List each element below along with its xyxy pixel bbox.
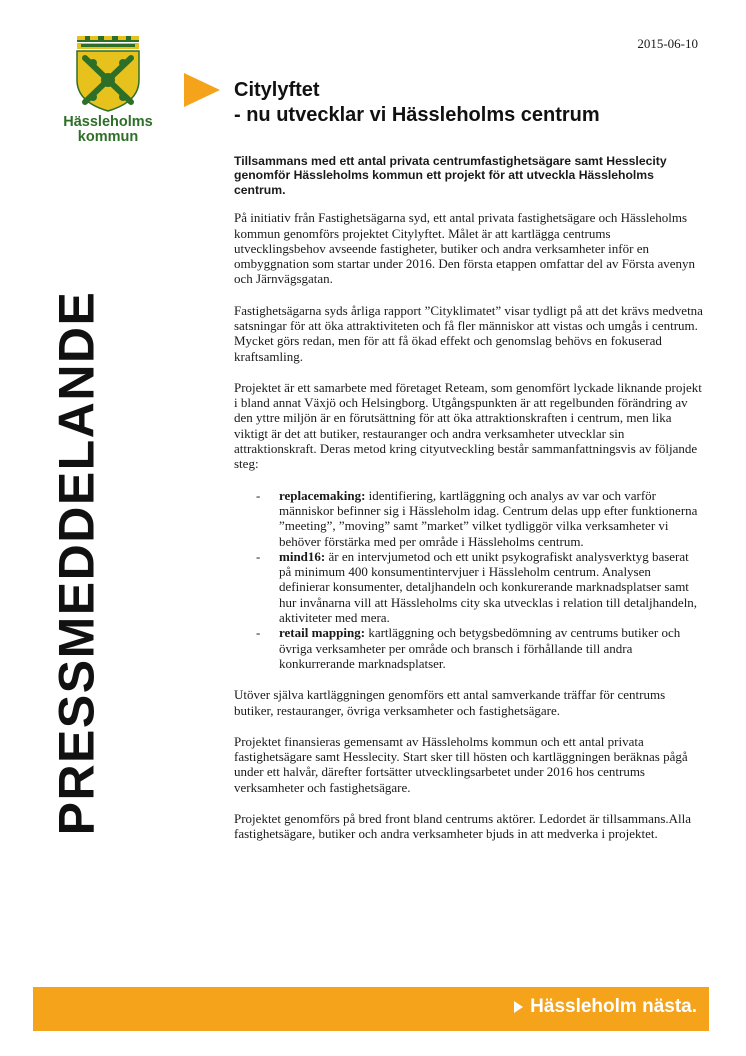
triangle-right-icon <box>184 73 220 107</box>
step-term: mind16: <box>279 548 326 564</box>
list-dash: - <box>256 487 261 503</box>
step-term: retail mapping: <box>279 625 366 641</box>
logo-name-line1: Hässleholms <box>63 114 153 130</box>
list-dash: - <box>256 625 261 641</box>
footer-tagline: Hässleholm nästa. <box>530 996 697 1017</box>
document-date: 2015-06-10 <box>637 36 698 51</box>
step-term: replacemaking: <box>279 487 366 503</box>
paragraph: Projektet är ett samarbete med företaget Reteam, som genomfört lyckade liknande projekt i bland annat Växjö och Helsingborg. Utgångspunkten är att regelbunden förändring av den yttre miljön är en förutsättning för att öka attraktionskraften i centrum, men lika viktigt är det att butiker, restauranger och andra verksamheter utvecklar sin attraktionskraft. Deras metod kring cityutveckling består sammanfattningsvis av följande steg: <box>234 379 702 472</box>
triangle-right-icon <box>514 1001 523 1013</box>
list-item <box>256 625 704 671</box>
list-item <box>256 549 704 625</box>
steps-list <box>256 488 704 672</box>
paragraph: På initiativ från Fastighetsägarna syd, ett antal privata fastighetsägare och Hässleholms kommun genomförs projektet Citylyftet. Målet är att kartlägga centrums utvecklingsbehov avseende fastigheter, butiker och andra verksamheter inför en ombyggnation som startar under 2016. Den första etappen omfattar del av Första avenyn och Järnvägsgatan. <box>234 210 696 287</box>
logo-name-line2: kommun <box>77 129 139 145</box>
article-body <box>234 154 704 858</box>
page-title <box>234 78 704 128</box>
lead-paragraph: Tillsammans med ett antal privata centrumfastighetsägare samt Hesslecity genomför Hässleholms kommun ett projekt för att utveckla Hässleholms centrum. <box>234 154 667 197</box>
logo-wordmark <box>62 115 154 145</box>
step-text: identifiering, kartläggning och analys av var och varför människor befinner sig i Hässleholm idag. Centrum delas upp efter funktionerna ”meeting”, ”moving” samt ”market” vilket tydliggör vilka verksamheter vi behöver förstärka med per område i Hässleholms centrum. <box>279 487 698 549</box>
step-text: kartläggning och betygsbedömning av centrums butiker och övriga verksamheter per område och bransch i förhållande till andra konkurrerande marknadsplatser. <box>279 625 681 671</box>
step-text: är en intervjumetod och ett unikt psykografiskt analysverktyg baserat på minimum 400 konsumentintervjuer i Hässleholm centrum. Analysen definierar konsumenter, detaljhandeln och konkurerande marknadsplatser samt hur invånarna vill att Hässleholms city ska utvecklas i relation till detaljhandeln, aktiviteter med mera. <box>279 548 698 626</box>
side-title: PRESSMEDDELANDE <box>48 290 105 836</box>
coat-of-arms-icon <box>71 36 145 112</box>
side-title-container <box>36 238 116 888</box>
footer-tagline-container <box>514 996 697 1018</box>
list-dash: - <box>256 548 261 564</box>
headline-line2: - nu utvecklar vi Hässleholms centrum <box>234 104 600 126</box>
municipality-logo <box>62 36 154 148</box>
paragraph: Utöver själva kartläggningen genomförs ett antal samverkande träffar för centrums butiker, restauranger, övriga verksamheter och fastighetsägare. <box>234 687 666 718</box>
paragraph: Fastighetsägarna syds årliga rapport ”Cityklimatet” visar tydligt på att det krävs medvetna satsningar för att öka attraktiviteten och få fler människor att vistas och umgås i centrum. Mycket görs redan, men för att få ökad effekt och genomslag behövs en fokuserad kraftsamling. <box>234 302 703 364</box>
paragraph: Projektet finansieras gemensamt av Hässleholms kommun och ett antal privata fastighetsägare samt Hesslecity. Start sker till hösten och kartläggningen beräknas pågå under ett halvår, därefter fortsätter utvecklingsarbetet under 2016 hos centrums verksamheter och fastighetsägare. <box>234 733 688 795</box>
paragraph: Projektet genomförs på bred front bland centrums aktörer. Ledordet är tillsammans.Alla fastighetsägare, butiker och andra verksamheter bjuds in att medverka i projektet. <box>234 811 692 842</box>
headline-line1: Citylyftet <box>234 79 320 101</box>
footer-bar <box>33 987 709 1031</box>
list-item <box>256 488 704 549</box>
